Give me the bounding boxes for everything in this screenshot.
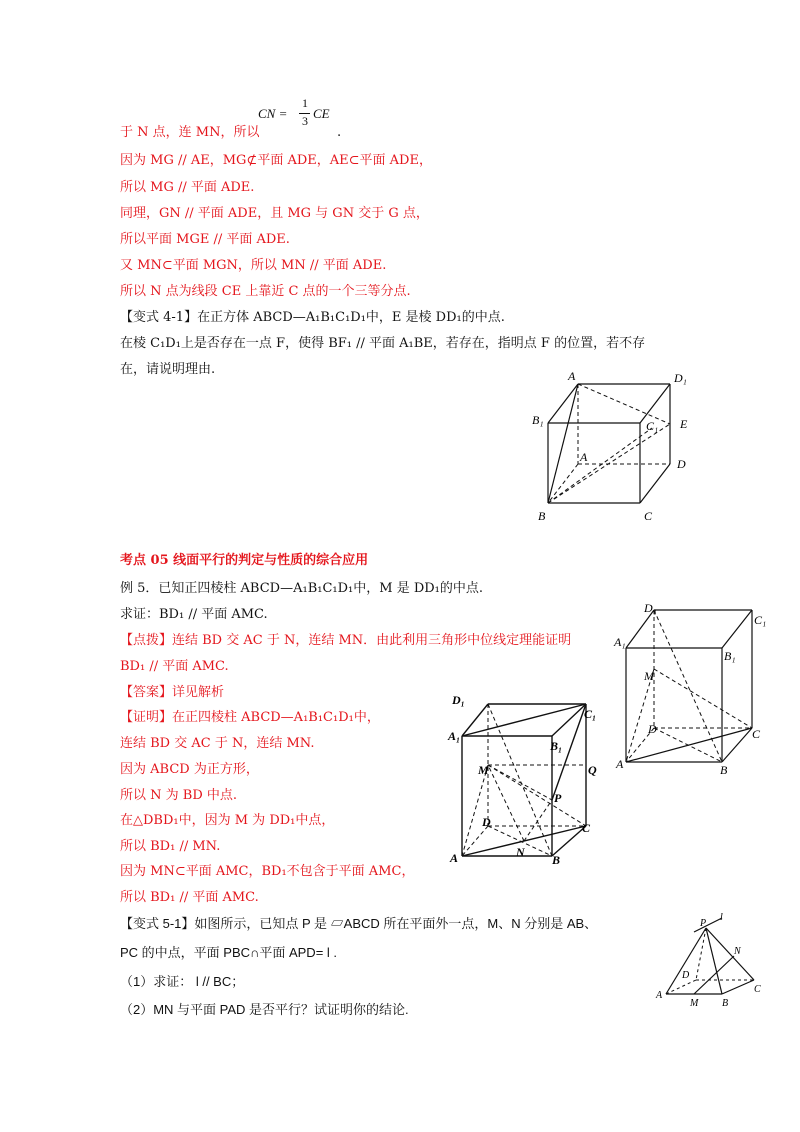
fig3-label-B1: B₁: [550, 739, 563, 753]
fig2-label-D: D: [648, 722, 657, 736]
fig4-label-N: N: [734, 946, 741, 957]
fig1-label-D: D: [677, 457, 686, 471]
fig3-label-C1: C₁: [584, 707, 597, 721]
fig2-label-D1: D₁: [644, 601, 657, 615]
block1-line-2: 因为 MG // AE，MG⊄平面 ADE，AE⊂平面 ADE，: [120, 153, 432, 168]
fig1-label-A: A: [580, 450, 588, 464]
fig1-label-C: C: [644, 509, 653, 523]
proof-line-7: 因为 MN⊂平面 AMC，BD₁不包含于平面 AMC，: [120, 864, 415, 879]
fig1-label-C1: C₁: [646, 419, 659, 433]
formula-rhs: CE: [313, 106, 330, 121]
fig2-label-A: A: [616, 757, 624, 771]
example5-prove: 求证：BD₁ // 平面 AMC.: [120, 607, 268, 622]
fig3-label-C: C: [582, 821, 591, 835]
fig3-label-A1: A₁: [448, 729, 461, 743]
variant41-line3: 在，请说明理由.: [120, 362, 216, 377]
proof-line-8: 所以 BD₁ // 平面 AMC.: [120, 890, 259, 905]
fig3-label-A: A: [450, 851, 459, 865]
formula-lhs: CN =: [258, 106, 288, 121]
section05-heading: 考点 05 线面平行的判定与性质的综合应用: [120, 553, 369, 568]
fig3-label-D1: D₁: [452, 693, 465, 707]
fig3-label-D: D: [482, 815, 491, 829]
fig1-label-B1: B₁: [532, 413, 544, 427]
fig4-label-P: P: [700, 918, 707, 929]
variant51-q1: （1）求证： l // BC；: [120, 974, 245, 989]
fig2-label-A1: A₁: [614, 635, 626, 649]
fig2-label-M: M: [644, 669, 654, 683]
example5: 例 5．已知正四棱柱 ABCD—A₁B₁C₁D₁中，M 是 DD₁的中点.: [120, 581, 484, 596]
answer-line: 【答案】详见解析: [120, 685, 225, 700]
block1-line-7: 所以 N 点为线段 CE 上靠近 C 点的一个三等分点.: [120, 284, 411, 299]
proof-line-2: 连结 BD 交 AC 于 N，连结 MN.: [120, 736, 315, 751]
block1-period: .: [337, 125, 342, 140]
variant41-title: 【变式 4-1】在正方体 ABCD—A₁B₁C₁D₁中，E 是棱 DD₁的中点.: [120, 310, 505, 325]
fig3-label-B: B: [552, 853, 561, 867]
block1-line-6: 又 MN⊂平面 MGN，所以 MN // 平面 ADE.: [120, 258, 387, 273]
fig4-label-D: D: [682, 970, 690, 981]
prism-figure-right: [612, 600, 772, 780]
fig4-label-M: M: [690, 998, 699, 1009]
fig4-label-l: l: [720, 912, 723, 923]
fig1-label-B: B: [538, 509, 546, 523]
proof-line-1: 【证明】在正四棱柱 ABCD—A₁B₁C₁D₁中，: [120, 710, 380, 725]
formula-numerator: 1: [302, 96, 308, 110]
fig4-label-C: C: [754, 984, 761, 995]
hint-line2: BD₁ // 平面 AMC.: [120, 659, 229, 674]
proof-line-5: 在△DBD₁中，因为 M 为 DD₁中点，: [120, 813, 335, 828]
fig1-label-E: E: [680, 417, 688, 431]
proof-line-6: 所以 BD₁ // MN.: [120, 839, 221, 854]
fig1-label-D1: D₁: [674, 371, 687, 385]
block1-line-3: 所以 MG // 平面 ADE.: [120, 180, 255, 195]
fig2-label-B: B: [720, 763, 728, 777]
variant51-line2: PC 的中点，平面 PBC∩平面 APD= l .: [120, 945, 338, 960]
hint-line1: 【点拨】连结 BD 交 AC 于 N，连结 MN．由此利用三角形中位线定理能证明: [120, 633, 572, 648]
block1-line-4: 同理，GN // 平面 ADE，且 MG 与 GN 交于 G 点，: [120, 206, 429, 221]
prism-figure-left: [446, 690, 606, 870]
variant51-line1: 【变式 5-1】如图所示，已知点 P 是 ▱ABCD 所在平面外一点，M、N 分别是 AB、: [120, 916, 598, 931]
fig1-label-A1: A: [568, 369, 576, 383]
fig2-label-B1: B₁: [724, 649, 736, 663]
formula-denominator: 3: [302, 114, 308, 128]
fig2-label-C: C: [752, 727, 761, 741]
fig4-label-B: B: [722, 998, 729, 1009]
pyramid-figure: [650, 912, 770, 1012]
proof-line-3: 因为 ABCD 为正方形，: [120, 762, 259, 777]
fig2-label-C1: C₁: [754, 613, 767, 627]
fig3-label-M: M: [478, 763, 489, 777]
fig3-label-P: P: [554, 791, 562, 805]
variant51-q2: （2）MN 与平面 PAD 是否平行？试证明你的结论.: [120, 1002, 409, 1017]
fig4-label-A: A: [656, 990, 663, 1001]
block1-line-5: 所以平面 MGE // 平面 ADE.: [120, 232, 290, 247]
fig3-label-N: N: [516, 845, 525, 859]
cube-figure: [530, 368, 700, 528]
proof-line-4: 所以 N 为 BD 中点.: [120, 788, 238, 803]
variant41-line2: 在棱 C₁D₁上是否存在一点 F，使得 BF₁ // 平面 A₁BE，若存在，指明点 F 的位置，若不存: [120, 336, 646, 351]
block1-line-1: 于 N 点，连 MN，所以: [120, 125, 260, 140]
fig3-label-Q: Q: [588, 763, 597, 777]
